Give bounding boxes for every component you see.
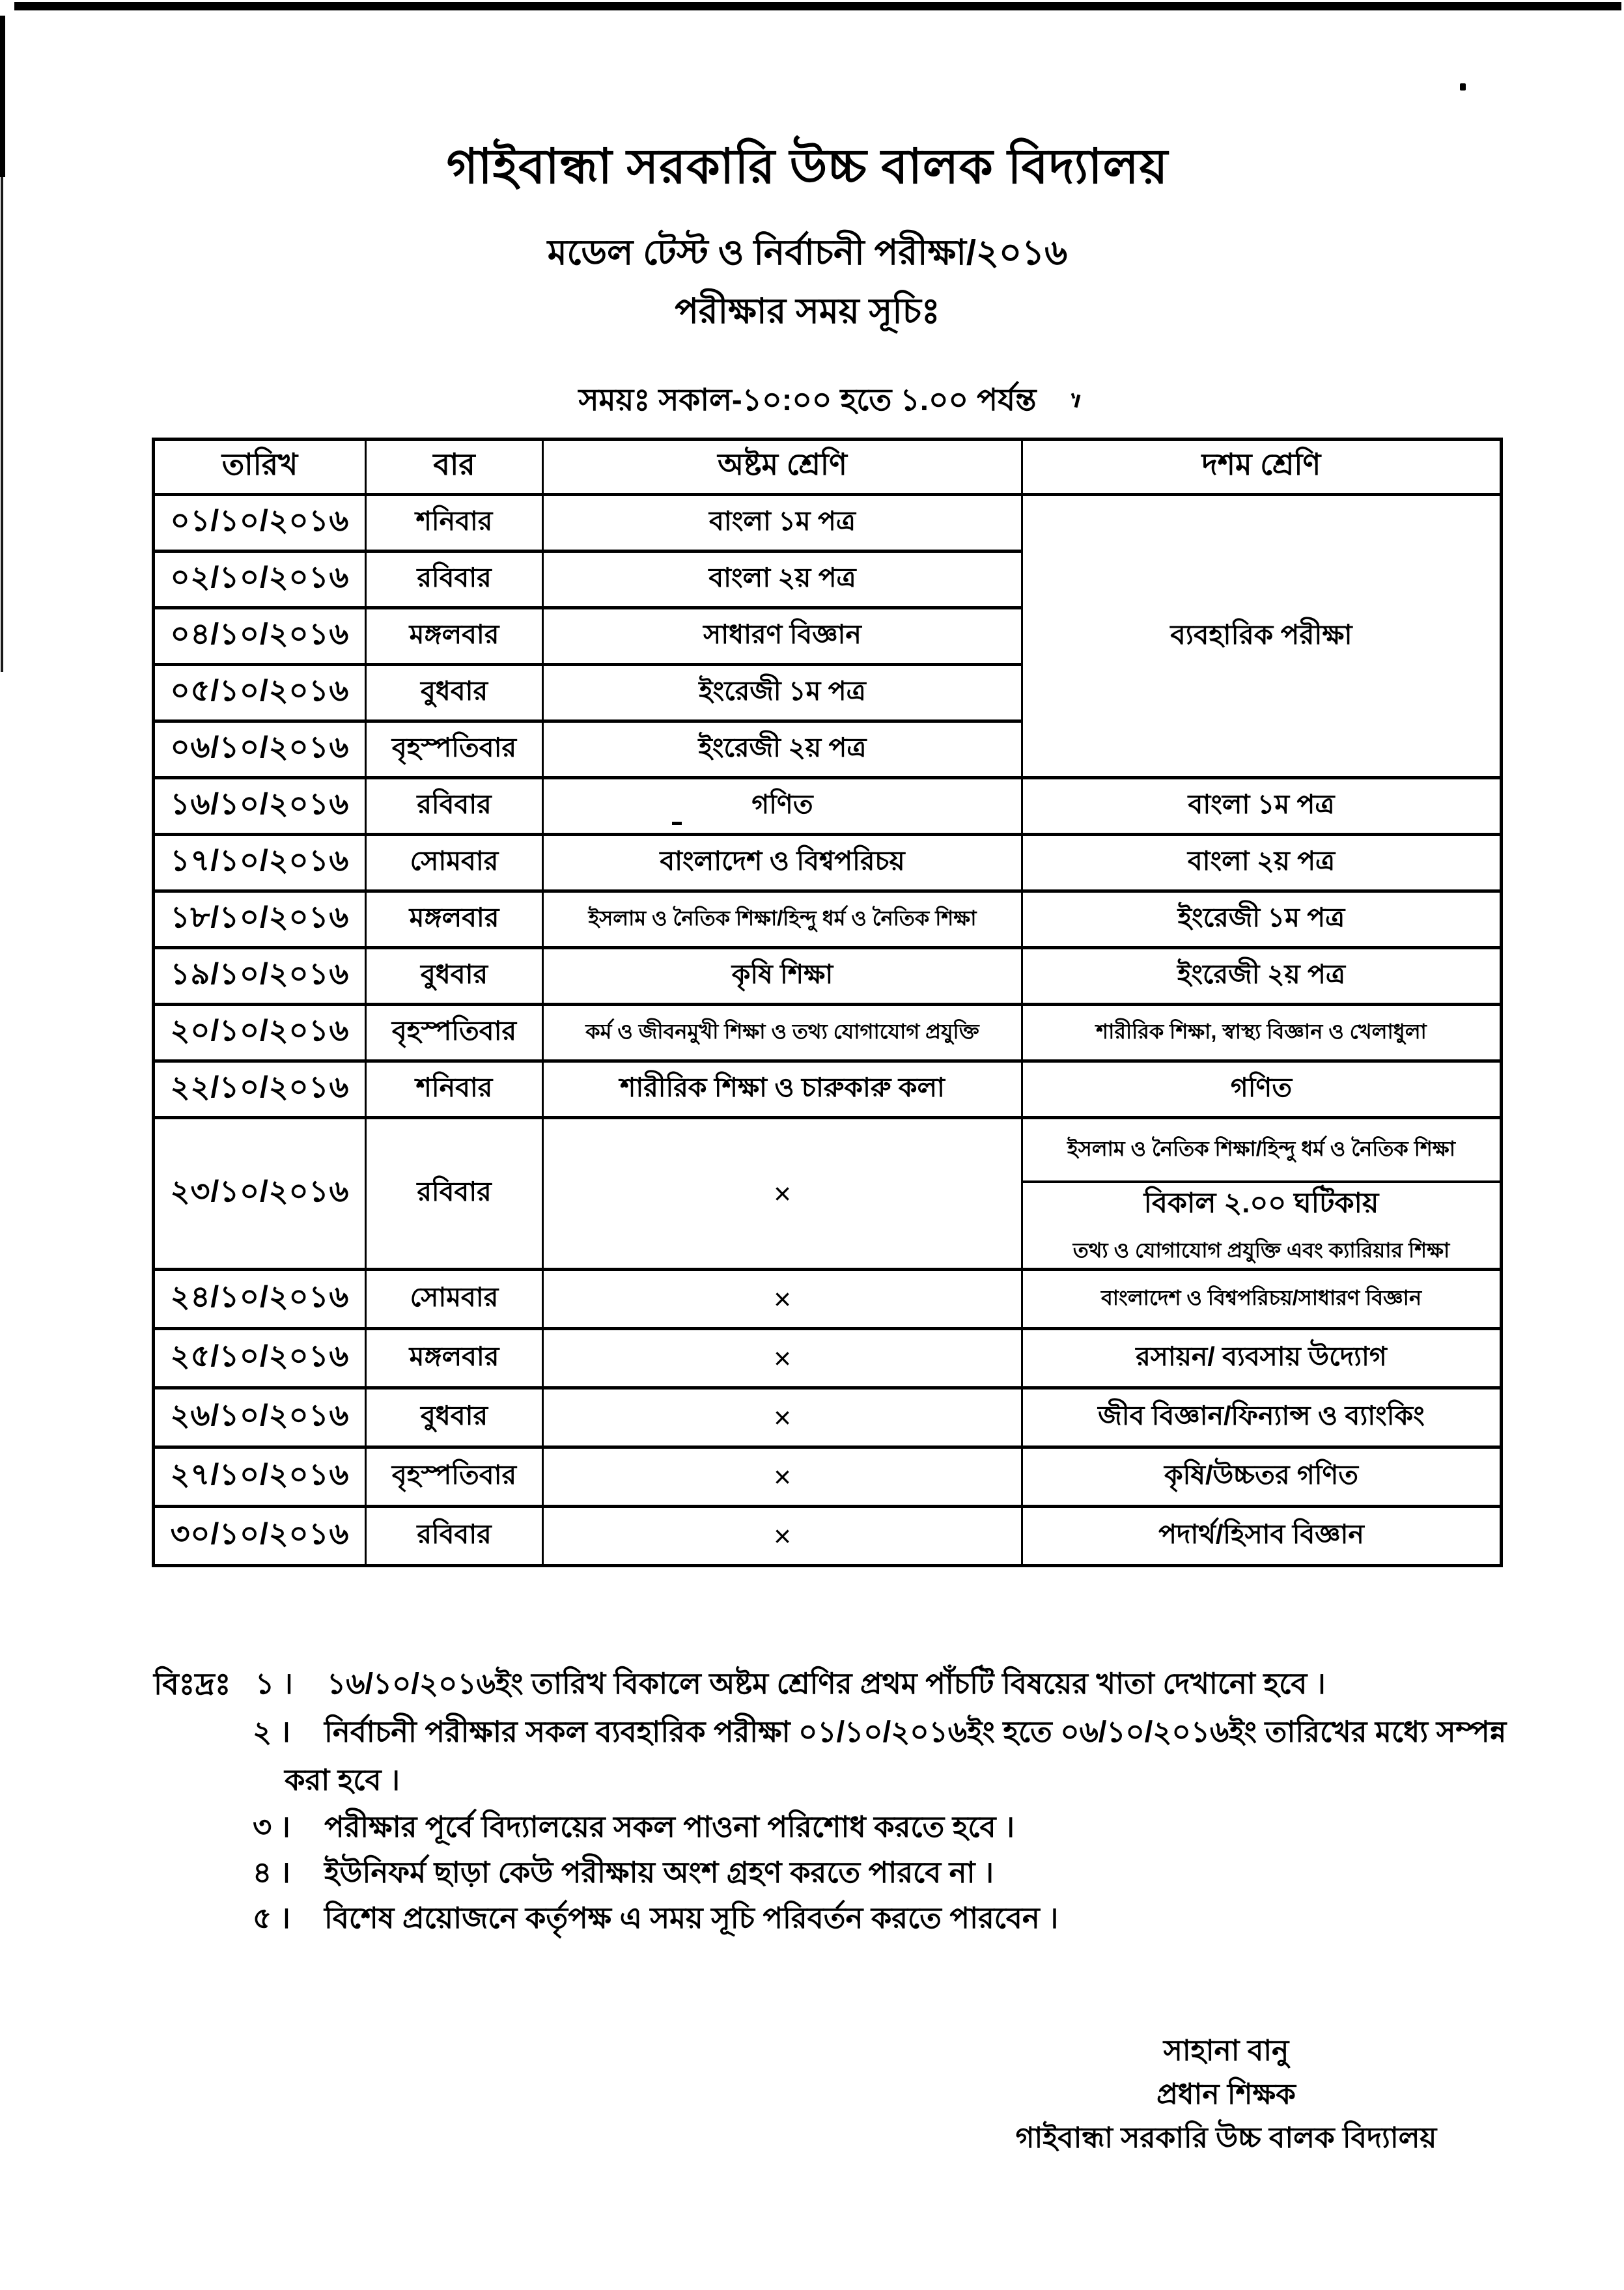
class10-split-cell (1022, 1118, 1502, 1270)
scan-artifact-left-edge-faint (1, 177, 3, 672)
class8-cell: শারীরিক শিক্ষা ও চারুকারু কলা (543, 1061, 1022, 1118)
table-row (154, 948, 1502, 1005)
class10-cell: বাংলাদেশ ও বিশ্বপরিচয়/সাধারণ বিজ্ঞান (1022, 1270, 1502, 1329)
class8-cell: × (543, 1447, 1022, 1507)
table-row (154, 778, 1502, 835)
signatory-name: সাহানা বানু (1163, 2035, 1289, 2067)
signature-block (996, 2029, 1456, 2160)
class8-cell: × (543, 1329, 1022, 1388)
note-number: ৫ । (253, 1901, 290, 1934)
table-row (154, 835, 1502, 891)
day-cell: রবিবার (366, 1507, 543, 1566)
class8-cell: × (543, 1118, 1022, 1270)
signatory-institution: গাইবান্ধা সরকারি উচ্চ বালক বিদ্যালয় (1015, 2122, 1437, 2154)
class10-cell: বাংলা ১ম পত্র (1022, 778, 1502, 835)
day-cell: মঙ্গলবার (366, 1329, 543, 1388)
note-text: নির্বাচনী পরীক্ষার সকল ব্যবহারিক পরীক্ষা ০১/১০/২০১৬ইং হতে ০৬/১০/২০১৬ইং তারিখের মধ্যে সম্পন্ন (324, 1715, 1507, 1748)
day-cell: বুধবার (366, 948, 543, 1005)
class10-cell: রসায়ন/ ব্যবসায় উদ্যোগ (1022, 1329, 1502, 1388)
date-cell: ২৭/১০/২০১৬ (154, 1447, 366, 1507)
class8-cell: সাধারণ বিজ্ঞান (543, 608, 1022, 665)
note-number: ৪ । (253, 1856, 290, 1889)
class8-cell: ইংরেজী ১ম পত্র (543, 665, 1022, 721)
day-cell: বৃহস্পতিবার (366, 721, 543, 778)
date-cell: ২২/১০/২০১৬ (154, 1061, 366, 1118)
table-row (154, 495, 1502, 552)
signatory-designation: প্রধান শিক্ষক (1156, 2078, 1296, 2110)
note-text-continuation: করা হবে । (285, 1763, 400, 1796)
class10-cell: জীব বিজ্ঞান/ফিন্যান্স ও ব্যাংকিং (1022, 1388, 1502, 1447)
class10-cell: ইংরেজী ২য় পত্র (1022, 948, 1502, 1005)
class8-cell: বাংলা ২য় পত্র (543, 552, 1022, 608)
date-cell: ২৫/১০/২০১৬ (154, 1329, 366, 1388)
day-cell: রবিবার (366, 778, 543, 835)
afternoon-time-label: বিকাল ২.০০ ঘটিকায় (1143, 1187, 1379, 1219)
note-number: ১ । (255, 1667, 293, 1700)
note-item (255, 1662, 1326, 1711)
class10-cell: পদার্থ/হিসাব বিজ্ঞান (1022, 1507, 1502, 1566)
table-row (154, 1118, 1502, 1270)
notes-label: বিঃদ্রঃ (154, 1667, 231, 1701)
date-cell: ২৩/১০/২০১৬ (154, 1118, 366, 1270)
date-cell: ০১/১০/২০১৬ (154, 495, 366, 552)
column-header-date: তারিখ (154, 440, 366, 495)
table-header-row (154, 440, 1502, 495)
exam-time-note: সময়ঃ সকাল-১০:০০ হতে ১.০০ পর্যন্ত (578, 382, 1037, 417)
day-cell: রবিবার (366, 1118, 543, 1270)
table-row (154, 1061, 1502, 1118)
class10-cell: কৃষি/উচ্চতর গণিত (1022, 1447, 1502, 1507)
day-cell: বুধবার (366, 1388, 543, 1447)
table-row (154, 1507, 1502, 1566)
class8-cell: ইসলাম ও নৈতিক শিক্ষা/হিন্দু ধর্ম ও নৈতিক শিক্ষা (543, 891, 1022, 948)
column-header-day: বার (366, 440, 543, 495)
table-row (154, 1270, 1502, 1329)
day-cell: মঙ্গলবার (366, 608, 543, 665)
column-header-class8: অষ্টম শ্রেণি (543, 440, 1022, 495)
class10-afternoon-block (1023, 1183, 1500, 1268)
table-row (154, 1005, 1502, 1061)
note-number: ২ । (253, 1715, 290, 1748)
date-cell: ২৬/১০/২০১৬ (154, 1388, 366, 1447)
class8-cell: কর্ম ও জীবনমুখী শিক্ষা ও তথ্য যোগাযোগ প্রযুক্তি (543, 1005, 1022, 1061)
note-text: পরীক্ষার পূর্বে বিদ্যালয়ের সকল পাওনা পরিশোধ করতে হবে । (324, 1810, 1015, 1843)
exam-title: মডেল টেস্ট ও নির্বাচনী পরীক্ষা/২০১৬ (547, 233, 1068, 272)
date-cell: ২০/১০/২০১৬ (154, 1005, 366, 1061)
class8-cell: × (543, 1388, 1022, 1447)
class10-cell: শারীরিক শিক্ষা, স্বাস্থ্য বিজ্ঞান ও খেলাধুলা (1022, 1005, 1502, 1061)
date-cell: ০৬/১০/২০১৬ (154, 721, 366, 778)
note-item (253, 1850, 994, 1899)
class8-cell: × (543, 1270, 1022, 1329)
date-cell: ৩০/১০/২০১৬ (154, 1507, 366, 1566)
day-cell: শনিবার (366, 495, 543, 552)
note-item (253, 1805, 1015, 1854)
table-row (154, 1447, 1502, 1507)
date-cell: ১৮/১০/২০১৬ (154, 891, 366, 948)
note-item (253, 1896, 1058, 1945)
exam-schedule-table (152, 438, 1503, 1567)
note-number: ৩ । (253, 1810, 290, 1843)
column-header-class10: দশম শ্রেণি (1022, 440, 1502, 495)
date-cell: ২৪/১০/২০১৬ (154, 1270, 366, 1329)
day-cell: সোমবার (366, 835, 543, 891)
scan-artifact-top-edge (14, 2, 1621, 10)
date-cell: ০২/১০/২০১৬ (154, 552, 366, 608)
schedule-title: পরীক্ষার সময় সূচিঃ (675, 292, 940, 331)
class10-cell: ইংরেজী ১ম পত্র (1022, 891, 1502, 948)
scan-artifact-dot (1460, 83, 1466, 91)
class10-cell: গণিত (1022, 1061, 1502, 1118)
day-cell: বৃহস্পতিবার (366, 1005, 543, 1061)
class8-cell: ইংরেজী ২য় পত্র (543, 721, 1022, 778)
day-cell: বুধবার (366, 665, 543, 721)
scan-artifact-left-edge (0, 16, 5, 177)
table-row (154, 1329, 1502, 1388)
class8-cell: বাংলা ১ম পত্র (543, 495, 1022, 552)
date-cell: ১৬/১০/২০১৬ (154, 778, 366, 835)
day-cell: শনিবার (366, 1061, 543, 1118)
class8-cell: কৃষি শিক্ষা (543, 948, 1022, 1005)
class10-cell: বাংলা ২য় পত্র (1022, 835, 1502, 891)
table-row (154, 1388, 1502, 1447)
table-row (154, 891, 1502, 948)
note-text: ১৬/১০/২০১৬ইং তারিখ বিকালে অষ্টম শ্রেণির প্রথম পাঁচটি বিষয়ের খাতা দেখানো হবে । (327, 1667, 1326, 1700)
class10-morning-subject: ইসলাম ও নৈতিক শিক্ষা/হিন্দু ধর্ম ও নৈতিক শিক্ষা (1023, 1119, 1500, 1183)
class8-cell: বাংলাদেশ ও বিশ্বপরিচয় (543, 835, 1022, 891)
day-cell: বৃহস্পতিবার (366, 1447, 543, 1507)
class10-practical-merged-cell: ব্যবহারিক পরীক্ষা (1022, 495, 1502, 778)
date-cell: ০৫/১০/২০১৬ (154, 665, 366, 721)
note-text: বিশেষ প্রয়োজনে কর্তৃপক্ষ এ সময় সূচি পরিবর্তন করতে পারবেন । (324, 1901, 1059, 1934)
note-text: ইউনিফর্ম ছাড়া কেউ পরীক্ষায় অংশ গ্রহণ করতে পারবে না । (324, 1856, 994, 1889)
class8-cell: গণিত (543, 778, 1022, 835)
date-cell: ১৯/১০/২০১৬ (154, 948, 366, 1005)
day-cell: মঙ্গলবার (366, 891, 543, 948)
school-name-title: গাইবান্ধা সরকারি উচ্চ বালক বিদ্যালয় (446, 139, 1169, 193)
date-cell: ০৪/১০/২০১৬ (154, 608, 366, 665)
day-cell: রবিবার (366, 552, 543, 608)
day-cell: সোমবার (366, 1270, 543, 1329)
note-item (253, 1710, 1506, 1759)
afternoon-subject: তথ্য ও যোগাযোগ প্রযুক্তি এবং ক্যারিয়ার শিক্ষা (1072, 1238, 1450, 1262)
date-cell: ১৭/১০/২০১৬ (154, 835, 366, 891)
class8-cell: × (543, 1507, 1022, 1566)
